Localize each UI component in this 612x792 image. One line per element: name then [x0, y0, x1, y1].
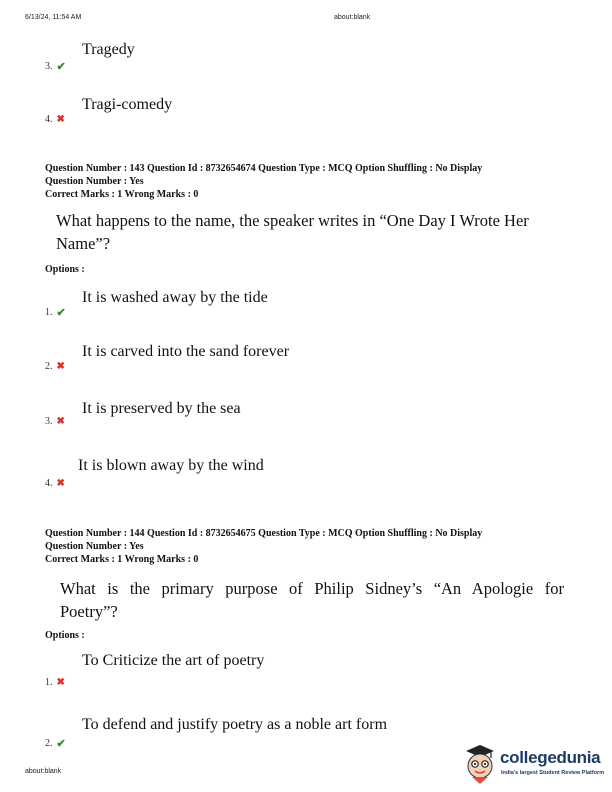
cross-icon: ✖	[56, 416, 65, 427]
option-text: It is washed away by the tide	[82, 289, 268, 306]
collegedunia-logo	[460, 742, 610, 786]
option-number: 1. ✖	[45, 677, 65, 688]
check-icon: ✔	[56, 738, 66, 750]
options-label: Options :	[45, 630, 85, 641]
cross-icon: ✖	[56, 677, 65, 688]
option-text: To defend and justify poetry as a noble art form	[82, 716, 388, 733]
option-number: 2. ✔	[45, 738, 66, 750]
option-number: 4. ✖	[45, 478, 65, 489]
option-text: To Criticize the art of poetry	[82, 652, 265, 669]
print-page-title: about:blank	[334, 14, 371, 21]
print-datetime: 6/13/24, 11:54 AM	[25, 14, 82, 21]
cross-icon: ✖	[56, 114, 65, 125]
mascot-icon	[460, 742, 500, 786]
question-meta: Question Number : 143 Question Id : 8732654674 Question Type : MCQ Option Shuffling : No Display Question Number : Yes Correct Marks : 1 Wrong Marks : 0	[45, 163, 483, 200]
question-text: What happens to the name, the speaker writes in “One Day I Wrote Her Name”?	[56, 211, 529, 253]
option-number: 1. ✔	[45, 307, 66, 319]
option-text: It is preserved by the sea	[82, 400, 241, 417]
option-text: Tragi-comedy	[82, 96, 173, 113]
options-label: Options :	[45, 264, 85, 275]
option-text: Tragedy	[82, 41, 135, 58]
question-text: What is the primary purpose of Philip Sidney’s “An Apologie for Poetry”?	[60, 579, 564, 621]
option-number: 4. ✖	[45, 114, 65, 125]
check-icon: ✔	[56, 61, 66, 73]
option-text: It is blown away by the wind	[78, 457, 264, 474]
cross-icon: ✖	[56, 361, 65, 372]
option-number: 2. ✖	[45, 361, 65, 372]
print-footer-url: about:blank	[25, 768, 62, 775]
option-text: It is carved into the sand forever	[82, 343, 290, 360]
logo-wordmark: collegedunia	[500, 748, 601, 767]
option-number: 3. ✖	[45, 416, 65, 427]
cross-icon: ✖	[56, 478, 65, 489]
question-meta: Question Number : 144 Question Id : 8732654675 Question Type : MCQ Option Shuffling : No Display Question Number : Yes Correct Marks : 1 Wrong Marks : 0	[45, 528, 483, 565]
logo-tagline: India's largest Student Review Platform	[501, 770, 605, 776]
check-icon: ✔	[56, 307, 66, 319]
option-number: 3. ✔	[45, 61, 66, 73]
